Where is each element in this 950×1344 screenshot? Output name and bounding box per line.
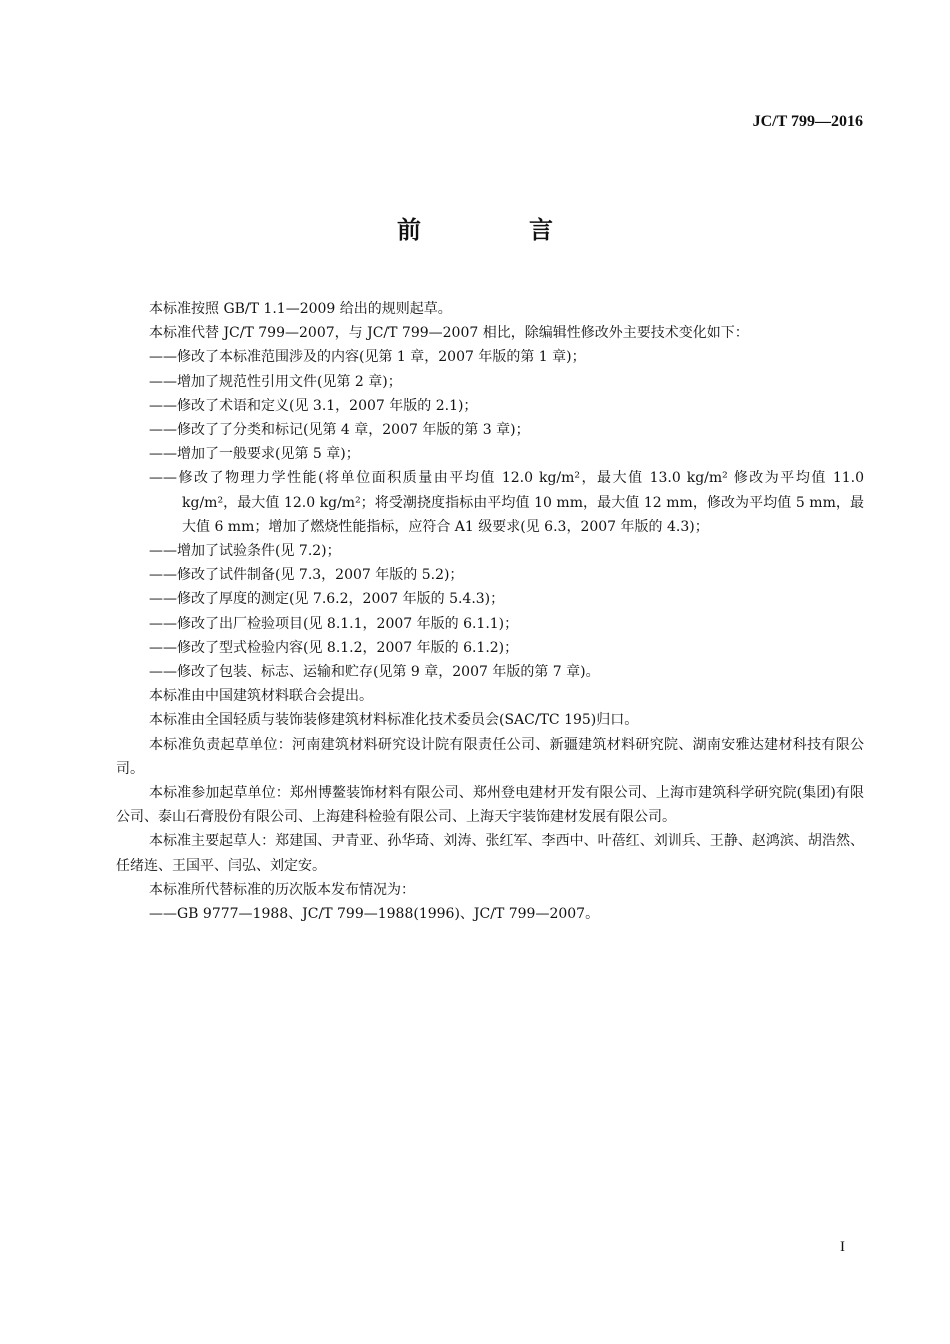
change-item: ——修改了型式检验内容(见 8.1.2，2007 年版的 6.1.2)；	[149, 639, 519, 656]
paragraph-drafting-rules: 本标准按照 GB/T 1.1—2009 给出的规则起草。	[149, 301, 452, 317]
change-item: ——增加了一般要求(见第 5 章)；	[149, 446, 360, 463]
foreword-body	[116, 297, 864, 926]
change-item: ——增加了规范性引用文件(见第 2 章)；	[149, 373, 402, 390]
paragraph-proposed-by: 本标准由中国建筑材料联合会提出。	[149, 688, 373, 705]
change-item: ——修改了术语和定义(见 3.1，2007 年版的 2.1)；	[149, 397, 478, 414]
change-item: ——修改了厚度的测定(见 7.6.2，2007 年版的 5.4.3)；	[149, 591, 505, 608]
change-item: ——修改了本标准范围涉及的内容(见第 1 章，2007 年版的第 1 章)；	[149, 349, 586, 366]
paragraph-lead-drafters: 本标准负责起草单位：河南建筑材料研究设计院有限责任公司、新疆建筑材料研究院、湖南安雅达建材科技有限公司。	[116, 736, 864, 777]
page-title: 前 言	[397, 215, 595, 244]
page-number: I	[840, 1239, 845, 1255]
change-item: ——增加了试验条件(见 7.2)；	[149, 543, 341, 560]
change-item: ——修改了出厂检验项目(见 8.1.1，2007 年版的 6.1.1)；	[149, 615, 519, 632]
paragraph-replaces: 本标准代替 JC/T 799—2007，与 JC/T 799—2007 相比，除编辑性修改外主要技术变化如下：	[149, 325, 749, 342]
paragraph-history-list: ——GB 9777—1988、JC/T 799—1988(1996)、JC/T 799—2007。	[149, 906, 600, 923]
paragraph-history-intro: 本标准所代替标准的历次版本发布情况为：	[149, 881, 415, 898]
change-item: ——修改了物理力学性能(将单位面积质量由平均值 12.0 kg/m²，最大值 13.0 kg/m² 修改为平均值 11.0 kg/m²，最大值 12.0 kg/m²；将受潮挠度指标由平均值 10 mm，最大值 12 mm，修改为平均值 5 mm，最大值 6 mm；增加了燃烧性能指标，应符合 A1 级要求(见 6.3，2007 年版的 4.3)；	[149, 470, 864, 535]
paragraph-main-drafters: 本标准主要起草人：郑建国、尹青亚、孙华琦、刘涛、张红军、李西中、叶蓓红、刘训兵、王静、赵鸿滨、胡浩然、任绪连、王国平、闫弘、刘定安。	[116, 833, 864, 874]
change-item: ——修改了包装、标志、运输和贮存(见第 9 章，2007 年版的第 7 章)。	[149, 664, 600, 681]
standard-code: JC/T 799—2016	[752, 113, 863, 130]
paragraph-participating-drafters: 本标准参加起草单位：郑州博鳌装饰材料有限公司、郑州登电建材开发有限公司、上海市建筑科学研究院(集团)有限公司、泰山石膏股份有限公司、上海建科检验有限公司、上海天宇装饰建材发展有限公司。	[116, 785, 864, 826]
change-item: ——修改了试件制备(见 7.3，2007 年版的 5.2)；	[149, 567, 464, 584]
paragraph-technical-committee: 本标准由全国轻质与装饰装修建筑材料标准化技术委员会(SAC/TC 195)归口。	[149, 712, 639, 729]
change-item: ——修改了了分类和标记(见第 4 章，2007 年版的第 3 章)；	[149, 422, 530, 439]
